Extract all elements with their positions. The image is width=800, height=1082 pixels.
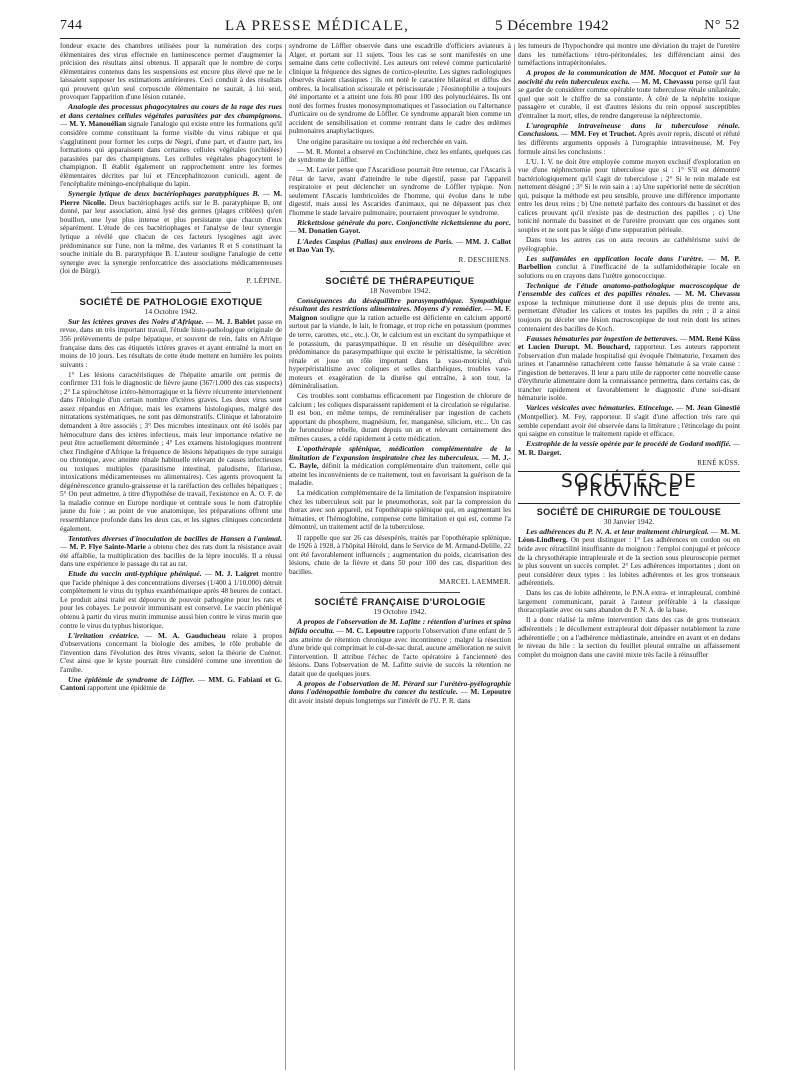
article-body: rapportent une épidémie de [87, 684, 166, 693]
column-divider [285, 44, 286, 1070]
article: Une épidémie de syndrome de Löffler. — MM. G. Fabiani et G. Cantoni rapportent une épidémie de [60, 674, 282, 693]
article-author: MM. René Küss et Lucien Durupt. M. Bouchard, [518, 333, 740, 352]
article-body: On peut distinguer : 1° Les adhérences en cordon ou en bride avec rétractilité insuffisante du moignon : l'emploi conjugué et précoce de la chrysothérapie intrapleurale et de la section sous pleuroscopie permet le plus souvent un succès complet. 2° Les adhérences importantes ; dont on peut considérer deux types : les lobites adhérentes et les gros tronseaux adhérentiels. [518, 536, 740, 588]
article: L'Aedes Caspius (Pallas) aux environs de Paris. — MM. J. Callot et Dao Van Ty. [289, 236, 511, 255]
article-title: Etude du vaccin anti-typhique phéniqué. [68, 569, 202, 579]
paragraph: Une origine parasitaire ou toxique a été recherchée en vain. [297, 137, 468, 146]
article-title: Tentatives diverses d'inoculation de bacilles de Hansen à l'animal. [68, 533, 282, 543]
article-body: rapporte l'observation d'une enfant de 5 ans atteinte de rétention chronique avec incontinence ; malgré la résection d'une bride qui comprimait le cul-de-sac dural, aucune amélioration ne suivit l'intervention. Il attribue l'échec de l'acte opératoire à l'ancienneté des lésions. Dans l'observation de M. Lafitte suivie de succès la rétention ne datait que de quelques jours. [289, 626, 511, 678]
signature: P. LÉPINE. [246, 277, 282, 286]
paragraph: fondeur exacte des chambres utilisées pour la numération des corps élémentaires des virus effectuée en luminescence permet d'augmenter la précision des résultats ainsi obtenus. Il apparaît que le nombre de corps élémentaires contenus dans les suspensions est encore plus élevé que ne le laissaient supposer les estimations antérieures. Ceci conduit à des résultats qui prouvent qu'un seul corpuscule élémentaire ne saurait, à lui seul, provoquer l'apparition d'une lésion cutanée. [60, 42, 282, 102]
article-title: L'opothérapie splénique, médication complémentaire de la limitation de l'expansion inspiratoire chez les tuberculeux. [289, 444, 511, 462]
section-rule [340, 592, 460, 593]
article-author: M. P. Barbellion [518, 253, 740, 272]
article-body: souligne que la ration actuelle est déficiente en calcium apporté surtout par la viande, le lait, le fromage, et trop riche en potassium (pommes de terre, carottes, etc., etc.). Or, le calcium est un excitant du sympathique et le potassium, du parasympathique. Il en résulte un déséquilibre avec prédominance du parasympathique qui excite le péristaltisme, la sécrétion rénale et joue un rôle important dans la vaso-motricité, d'où hyperpéristaltisme avec coliques et selles diarrhéiques, troubles vaso-moteurs et exagération de la diurèse qui entraîne, à son tour, la déminéralisation. [289, 313, 511, 391]
header-rule [60, 38, 740, 39]
article-author: M. M. Léon-Lindberg. [518, 526, 740, 545]
article-author: M. Donatien Gayot. [297, 226, 361, 236]
article: Etude du vaccin anti-typhique phéniqué. — M. J. Laigret montre que l'acide phénique à des concentrations diverses (1/400 à 1/10.000) détruit complètement le virus du typhus exanthématique après 48 heures de contact. Le produit ainsi traité est dépourvu de pouvoir pathogène pour les rats et pour les cobayes. Le pouvoir immunisant est conservé. Le vaccin phéniqué obtenu à partir du virus murin immunise aussi bien contre le virus murin que contre le virus du typhus historique. [60, 569, 282, 630]
column-right [518, 42, 740, 1072]
article: L'urographie intraveineuse dans la tuberculose rénale. Conclusions. — MM. Fey et Truchot. Après avoir repris, discuté et réfuté les différents arguments opposés à l'urographie intraveineuse, M. Fey formule ainsi les conclusions : [518, 120, 740, 156]
article: Les sulfamides en application locale dans l'urètre. — M. P. Barbellion conclut à l'inefficacité de la sulfamidothérapie locale en solutions ou en crayons dans l'urètre gonococcique. [518, 253, 740, 280]
banner-title: SOCIÉTÉS DE PROVINCE [560, 471, 698, 501]
article-author: M. M. Chevassu [641, 76, 694, 86]
article-author: M. J. Bablet [215, 316, 256, 326]
article-list: L'U. I. V. ne doit être employée comme moyen exclusif d'exploration en vue d'une néphrectomie pour tuberculose que si : 1° S'il est démontré bactériologiquement qu'il s'agit de tuberculose ; 2° Si le rein malade est nettement désigné ; 3° Si le rein sain a : a) Une supériorité nette de sécrétion qui, puisque la méthode est peu sensible, prouve une différence importante entre les deux reins ; b) Une netteté parfaite des contours du bassinet et des calices prouvant qu'il n'existe pas de destruction des papilles ; c) Une tonicité normale du bassinet et de l'uretère prouvant que ces organes sont souples et ne sont pas le siège d'une suppuration périeale. [518, 157, 740, 234]
signature: R. DESCHIENS. [458, 256, 511, 265]
section-title: SOCIÉTÉ FRANÇAISE D'UROLOGIE [314, 596, 486, 608]
article-author: M. A. Gauducheau [158, 630, 226, 640]
paragraph: — M. Lavier pense que l'Ascaridiose pourrait être retenue, car l'Ascaris à l'état de larve, avant d'atteindre le tube digestif, passe par l'appareil respiratoire et peut déclencher un syndrome de Löffler typique. Non seulement l'Ascaris lumbricoïdes de l'homme, qui évolue dans le tube digestif, mais aussi les Ascarides d'animaux, qui ne dépassent pas chez l'homme le stade larvaire pulmonaire, pourraient provoquer le syndrome. [289, 166, 511, 217]
issue-date: 5 Décembre 1942 [495, 18, 610, 34]
article: Exstrophie de la vessie opérée par le procédé de Godard modifié. — M. R. Darget. [518, 439, 740, 457]
running-header [60, 18, 740, 36]
column-middle [289, 42, 511, 1072]
signature: MARCEL LAEMMER. [439, 577, 511, 586]
section-date: 14 Octobre 1942. [144, 306, 198, 316]
section-date: 19 Octobre 1942. [373, 607, 427, 617]
article-body: a obtenu chez des rats dont la résistance avait été affaiblie, la multiplication des bacilles de la lèpre inoculés. Il a réussi dans une expérience le passage du rat au rat. [60, 543, 282, 569]
article-title: Analogie des processus phagocytaires au cours de la rage des rues et dans certaines cellules végétales parasitées par des champignons. [60, 102, 282, 120]
paragraph: syndrome de Löffler observée dans une escadrille d'officiers aviateurs à Alger, et portant sur 11 sujets. Tous les cas se sont manifestés en une semaine dans cette collectivité. Les auteurs ont relevé comme particularité clinique la fréquence des signes de cortico-pleurite. Les signes radiologiques observés étaient classiques ; ils ont noté le caractère bilatéral et diffus des ombres, la localisation scissurale et périscissurale ; l'éosinophilie a toujours été importante et a atteint une fois 80 pour 100 des polynucléaires. Ils ont noté des formes frustes monosymptomatiques et l'association ou l'alternance d'urticaire ou de syndrome de Löffler. Ce syndrome apparaît bien comme un accident de sensibilisation et comme rentrant dans le cadre des œdèmes pulmonaires anaphylactiques. [289, 42, 511, 136]
article-author: M. Pierre Nicolle. [60, 189, 282, 207]
article-author: M. M. Chevassu [685, 289, 740, 299]
article-author: M. Lepoutre [470, 687, 511, 697]
paragraph: La médication complémentaire de la limitation de l'expansion inspiratoire chez les tuberculeux soit par le pneumothorax, soit par la compression du thorax avec son appareil, est l'opothérapie splénique qui, en augmentant les hématies, et l'hémoglobine, compense cette limitation et qui est, comme l'a démontré, un traitement actif de la tuberculose. [289, 489, 511, 532]
column-divider [514, 44, 515, 1070]
article-body: expose la technique minutieuse dont il use depuis plus de trente ans, permettant d'étudier les calices et toutes les papilles du rein ; il a ainsi toujours pu déceler une lésion macroscopique de tout rein dont les urines contenaient des bacilles de Koch. [518, 298, 740, 333]
article-title: A propos de la communication de MM. Mocquot et Patoir sur la nocivité du rein tuberculeux exclu. [518, 68, 740, 86]
article-title: Les sulfamides en application locale dans l'urètre. [526, 253, 704, 263]
section-date: 18 Novembre 1942. [369, 285, 431, 295]
article-body: conclut à l'inefficacité de la sulfamidothérapie locale en solutions ou en crayons dans l'urètre gonococcique. [518, 263, 740, 280]
article-title: L'urographie intraveineuse dans la tuberculose rénale. Conclusions. [518, 120, 740, 139]
article: Les adhérences du P. N. A. et leur traitement chirurgical. — M. M. Léon-Lindberg. On peut distinguer : 1° Les adhérences en cordon ou en bride avec rétractilité insuffisante du moignon : l'emploi conjugué et précoce de la chrysothérapie intrapleurale et de la section sous pleuroscopie permet le plus souvent un succès complet. 2° Les adhérences importantes ; dont on peut considérer deux types : les lobites adhérentes et les gros tronseaux adhérentiels. [518, 526, 740, 588]
article: Sur les ictères graves des Noirs d'Afrique. — M. J. Bablet passe en revue, dans un très important travail, l'étude histo-pathologique originale de 356 prélèvements de pulpe hépatique, et souvent de rein, faits en Afrique française dans des cas étiquetés ictères graves et ayant entraîné la mort en moins de 10 jours. Les résultats de cette étude mettent en lumière les points suivants : [60, 316, 282, 369]
article-author: M. P. Flye Sainte-Marie [69, 542, 146, 552]
article-title: A propos de l'observation de M. Lafitte : rétention d'urines et spina bifida occulta. [289, 617, 511, 635]
article-title: L'Aedes Caspius (Pallas) aux environs de Paris. [297, 236, 454, 246]
section-date: 30 Janvier 1942. [603, 516, 655, 526]
article-body: relate à propos d'observations concernant la biologie des amibes, le rôle probable de l'invention dans l'évolution des êtres vivants, selon la théorie de Cuénot. C'est ainsi que le kyste pourrait être considéré comme une invention de l'amibe. [60, 631, 282, 674]
article-author: M. F. Maignon [289, 304, 511, 322]
article-title: A propos de l'observation de M. Pérard sur l'urétéro-pyélographie dans l'adénopathie lombaire du cancer du testicule. [289, 678, 511, 697]
article: Tentatives diverses d'inoculation de bacilles de Hansen à l'animal. — M. P. Flye Sainte-Marie a obtenu chez des rats dont la résistance avait été affaiblie, la multiplication des bacilles de la lèpre inoculés. Il a réussi dans une expérience le passage du rat au rat. [60, 533, 282, 569]
article-title: Sur les ictères graves des Noirs d'Afrique. [68, 316, 204, 326]
column-left [60, 42, 282, 1072]
article-author: M. J. Laigret [214, 569, 259, 579]
article-body: passe en revue, dans un très important travail, l'étude histo-pathologique originale de 356 prélèvements de pulpe hépatique, et souvent de rein, faits en Afrique française dans des cas étiquetés ictères graves et ayant entraîné la mort en moins de 10 jours. Les résultats de cette étude mettent en lumière les points suivants : [60, 317, 282, 369]
article-title: Fausses hématuries par ingestion de betteraves. [526, 333, 678, 343]
paragraph: Il rappelle que sur 26 cas désespérés, traités par l'opothérapie splénique, de 1926 à 1928, à l'hôpital Hérold, dans le Service de M. Armand-Delille, 22 ont été favorablement influencés ; augmentation du poids, cicatrisation des lésions, chute de la fièvre et dans 50 pour 100 des cas, disparition des bacilles. [289, 533, 511, 576]
article-title: Technique de l'étude anatomo-pathologique macroscopique de l'ensemble des calices et des papilles rénales. [518, 280, 740, 299]
paragraph: les tumeurs de l'hypochondre qui montre une déviation du trajet de l'uretère dans les tuméfactions rétro-péritonéales, les différenciant ainsi des tuméfactions intrapéritonéales. [518, 42, 740, 68]
article: Rickettsiose générale du porc. Conjonctivite rickettsienne du porc. — M. Donatien Gayot. [289, 217, 511, 236]
article-body: (Montpellier). M. Fey, rapporteur. Il s'agit d'une affection très rare qui semble cependant avoir été observée dans la littérature ; l'étincelage du point qui saigne en constitue le traitement rapide et efficace. [518, 412, 740, 439]
section-rule [111, 292, 231, 293]
article: A propos de l'observation de M. Lafitte : rétention d'urines et spina bifida occulta. — M. C. Lepoutre rapporte l'observation d'une enfant de 5 ans atteinte de rétention chronique avec incontinence ; malgré la résection d'une bride qui comprimait le cul-de-sac dural, aucune amélioration ne suivit l'intervention. Il attribue l'échec de l'acte opératoire à l'ancienneté des lésions. Dans l'observation de M. Lafitte suivie de succès la rétention ne datait que de quelques jours. [289, 617, 511, 678]
article: Fausses hématuries par ingestion de betteraves. — MM. René Küss et Lucien Durupt. M. Bouchard, rapporteur. Les auteurs rapportent l'observation d'un malade hospitalisé qui évoquée l'hématurie, l'examen des urines et l'anamnèse rattachèrent cette fausse hématurie à sa vraie cause : l'ingestion de betteraves. Il leur a paru utile de rapporter cette nouvelle cause d'érythrurie alimentaire dont la connaissance permettra, dans certains cas, de trancher rapidement et favorablement le diagnostic d'une soi-disant hématurie isolée. [518, 333, 740, 403]
article-author: M. R. Darget. [518, 447, 562, 457]
article-body: définit la médication complémentaire d'un traitement, celle qui atteint les inconvénients de ce traitement, tout en favorisant la guérison de la maladie. [289, 462, 511, 488]
signature: RENÉ KÜSS. [697, 458, 740, 467]
article-body: signale l'analogie qui existe entre les formations qu'il considère comme constituant la forme visible du virus rabique et qui s'agglutinent pour former les corps de Negri, d'une part, et d'autre part, les formations qui apparaissent dans certaines cellules végétales (orchidées) parasitées par des champignons. Les cellules végétales phagocytent le champignon. Il établit également un rapprochement entre les formes élémentaires décrites par lui et l'Encephalitozoon cuniculi, agent de l'encéphalite méningo-encéphalique du lapin. [60, 120, 282, 189]
section-title: SOCIÉTÉ DE CHIRURGIE DE TOULOUSE [536, 506, 722, 517]
article-author: M. Y. Manouélian [69, 119, 127, 129]
paragraph: Dans les cas de lobite adhérente, le P.N.A extra- et intrapleural, combiné largement communicant, parait à l'auteur préférable à la classique thoracoplastie avec ou sans abandon du P. N. A. de la base. [518, 589, 740, 615]
article: A propos de l'observation de M. Pérard sur l'urétéro-pyélographie dans l'adénopathie lombaire du cancer du testicule. — M. Lepoutre dit avoir insisté depuis longtemps sur l'intérêt de l'U. P. R. dans [289, 678, 511, 705]
paragraph: Ces troubles sont combattus efficacement par l'ingestion de chlorure de calcium ; les coliques disparaissent rapidement et la circulation se régularise. Il est bon, en même temps, de reminéraliser par ingestion de cachets apportant du phosphore, magnésium, fer, manganèse, silicium, etc... Un cas de furonculose rebelle, durant depuis un an et relevant certainement des mêmes causes, a cédé rapidement à cette médication. [289, 392, 511, 444]
article-title: Synergie lytique de deux bactériophages paratyphiques B. [68, 189, 260, 199]
article: A propos de la communication de MM. Mocquot et Patoir sur la nocivité du rein tuberculeux exclu. — M. M. Chevassu pense qu'il faut se garder de considérer comme opérable toute tuberculose rénale unilatérale, quel que soit le chiffre de sa constante. À côté de la néphrite toxique passagère et curable, il est d'autres lésions du rein opposé susceptibles d'entraîner la mort, elles, de rendre dangereuse la néphrectomie. [518, 68, 740, 120]
paragraph: Il a donc réalisé la même intervention dans des cas de gros tronseaux adhérentiels ; le décollement extrapleural doit dépasser notablement la zone adhérentielle ; on a l'adhérence médiastinale, atteindre en avant et en dedans le niveau du hile : la section du feuillet pleural entraîne un affaissement complet du moignon dans une cavité mixte très facile à réinsuffler [518, 616, 740, 659]
article-author: MM. G. Fabiani et G. Cantoni [60, 674, 282, 693]
article-title: Varices vésicales avec hématuries. Etincelage. [526, 403, 674, 413]
article-author: M. J.-C. Bayle, [289, 452, 511, 471]
article-body: montre que l'acide phénique à des concentrations diverses (1/400 à 1/10.000) détruit complètement le virus du typhus exanthématique après 48 heures de contact. Le produit ainsi traité est dépourvu de pouvoir pathogène pour les rats et pour les cobayes. Le pouvoir immunisant est conservé. Le vaccin phéniqué obtenu à partir du virus murin immunise aussi bien contre le virus murin que contre le virus du typhus historique. [60, 570, 282, 630]
article-author: MM. J. Callot et Dao Van Ty. [289, 236, 511, 255]
article-author: M. Jean Ginestié [685, 403, 740, 413]
section-rule [340, 271, 460, 272]
article-body: Après avoir repris, discuté et réfuté les différents arguments opposés à l'urographie intraveineuse, M. Fey formule ainsi les conclusions : [518, 130, 740, 156]
article: L'opothérapie splénique, médication complémentaire de la limitation de l'expansion inspiratoire chez les tuberculeux. — M. J.-C. Bayle, définit la médication complémentaire d'un traitement, celle qui atteint les inconvénients de ce traitement, tout en favorisant la guérison de la maladie. [289, 444, 511, 488]
section-title: SOCIÉTÉ DE PATHOLOGIE EXOTIQUE [79, 295, 263, 307]
article-author: MM. Fey et Truchot. [570, 129, 637, 139]
article-title: L'irritation créatrice. [68, 630, 140, 640]
article: Synergie lytique de deux bactériophages paratyphiques B. — M. Pierre Nicolle. Deux bactériophages actifs sur le B. paratyphique B, ont donné, par leur association, ainsi lysé des germes (plages criblées) qu'en bouillon, une lyse plus intense et plus persistante que chacun d'eux séparément. L'étude de ces bactériophages et l'analyse de leur synergie lytique a révélé que chacun de ces facteurs lysogènes agit avec prédominance sur l'une, non la même, des variantes R et S constituant la souche initiale du B. paratyphique B. L'auteur souligne l'analogie de cette synergie avec la synergie renforcatrice des associations médicamenteuses (loi de Bürgi). [60, 189, 282, 276]
paragraph: Dans tous les autres cas on aura recours au cathétérisme suivi de pyélographie. [518, 236, 740, 253]
article-body: dit avoir insisté depuis longtemps sur l'intérêt de l'U. P. R. dans [289, 696, 471, 705]
article-body: Deux bactériophages actifs sur le B. paratyphique B, ont donné, par leur association, ainsi lysé des germes (plages criblées) qu'en bouillon, une lyse plus intense et plus persistante que chacun d'eux séparément. L'étude de ces bactériophages et l'analyse de leur synergie lytique a révélé que chacun de ces facteurs lysogènes agit avec prédominance sur l'une, non la même, des variantes R et S constituant la souche initiale du B. paratyphique B. L'auteur souligne l'analogie de cette synergie avec la synergie renforcatrice des associations médicamenteuses (loi de Bürgi). [60, 198, 282, 276]
section-title: SOCIÉTÉ DE THÉRAPEUTIQUE [325, 274, 475, 286]
province-banner [518, 471, 740, 504]
article: L'irritation créatrice. — M. A. Gauducheau relate à propos d'observations concernant la biologie des amibes, le rôle probable de l'invention dans l'évolution des êtres vivants, selon la théorie de Cuénot. C'est ainsi que le kyste pourrait être considéré comme une invention de l'amibe. [60, 630, 282, 674]
paragraph: — M. R. Montel a observé en Cochinchine, chez les enfants, quelques cas de syndrome de Löffler. [289, 147, 511, 165]
article-body: rapporteur. Les auteurs rapportent l'observation d'un malade hospitalisé qui évoquée l'hématurie, l'examen des urines et l'anamnèse rattachèrent cette fausse hématurie à sa vraie cause : l'ingestion de betteraves. Il leur a paru utile de rapporter cette nouvelle cause d'érythrurie alimentaire dont la connaissance permettra, dans certains cas, de trancher rapidement et favorablement le diagnostic d'une soi-disant hématurie isolée. [518, 343, 740, 403]
article-title: Une épidémie de syndrome de Löffler. [68, 674, 195, 684]
article: Varices vésicales avec hématuries. Etincelage. — M. Jean Ginestié (Montpellier). M. Fey, rapporteur. Il s'agit d'une affection très rare qui semble cependant avoir été observée dans la littérature ; l'étincelage du point qui saigne en constitue le traitement rapide et efficace. [518, 403, 740, 439]
article: Conséquences du déséquilibre parasympathique. Sympathique résultant des restrictions alimentaires. Moyens d'y remédier. — M. F. Maignon souligne que la ration actuelle est déficiente en calcium apporté surtout par la viande, le lait, le fromage, et trop riche en potassium (pommes de terre, carottes, etc., etc.). Or, le calcium est un excitant du sympathique et le potassium, du parasympathique. Il en résulte un déséquilibre avec prédominance du parasympathique qui excite le péristaltisme, la sécrétion rénale et joue un rôle important dans la vaso-motricité, d'où hyperpéristaltisme avec coliques et selles diarrhéiques, troubles vaso-moteurs et exagération de la diurèse qui entraîne, à son tour, la déminéralisation. [289, 295, 511, 391]
issue-number: N° 52 [704, 18, 740, 33]
article: Analogie des processus phagocytaires au cours de la rage des rues et dans certaines cellules végétales parasitées par des champignons. — M. Y. Manouélian signale l'analogie qui existe entre les formations qu'il considère comme constituant la forme visible du virus rabique et qui s'agglutinent pour former les corps de Negri, d'une part, et d'autre part, les formations qui apparaissent dans certaines cellules végétales (orchidées) parasitées par des champignons. Les cellules végétales phagocytent le champignon. Il établit également un rapprochement entre les formes élémentaires décrites par lui et l'Encephalitozoon cuniculi, agent de l'encéphalite méningo-encéphalique du lapin. [60, 102, 282, 189]
article-author: M. C. Lepoutre [345, 625, 395, 635]
page-number: 744 [60, 18, 83, 33]
journal-title: LA PRESSE MÉDICALE, [225, 18, 410, 34]
article-title: Conséquences du déséquilibre parasympathique. Sympathique résultant des restrictions alimentaires. Moyens d'y remédier. [289, 295, 511, 314]
article-title: Les adhérences du P. N. A. et leur traitement chirurgical. [526, 526, 709, 536]
article-title: Exstrophie de la vessie opérée par le procédé de Godard modifié. [526, 439, 731, 449]
article: Technique de l'étude anatomo-pathologique macroscopique de l'ensemble des calices et des papilles rénales. — M. M. Chevassu expose la technique minutieuse dont il use depuis plus de trente ans, permettant d'étudier les calices et toutes les papilles du rein ; il a ainsi toujours pu déceler une lésion macroscopique de tout rein dont les urines contenaient des bacilles de Koch. [518, 280, 740, 333]
article-list: 1° Les lésions caractéristiques de l'hépatite amarile ont permis de confirmer 131 fois le diagnostic de fièvre jaune (367/1.000 des cas suspects) ; 2° La spirochétose ictéro-hémorragique et la fièvre récurrente interviennent dans l'étiologie d'un certain nombre d'ictères graves. Les deux virus sont assez répandus en Afrique, mais les examens histologiques, malgré des nitratations systématiques, ne sont pas démonstratifs. Clinique et laboratoire demandent à être associés ; 3° Des microbes intestinaux ont été isolés par hémoculture dans des ictères infectieux, mais leur importance relative ne peut être actuellement déterminée ; 4° Les examens histologiques montrent chez l'indigène d'Afrique la fréquence de lésions hépatiques de type suraigu ou chronique, avec atteinte rénale habituelle relevant de causes infectieuses ou toxiques multiples (parasitisme intestinal, paludisme, filariose, intoxications médicamenteuses ou alimentaires). Ces agents provoquent la dégénérescence granulo-graisseuse et la raréfaction des cellules hépatiques ; 5° On peut admettre, à titre d'hypothèse de travail, l'existence en A. O. F. de la maladie connue en Europe nordique et centrale sous le nom d'atrophie jaune du foie ; au point de vue anatomique, les préparations offrent une ressemblance profonde dans les deux cas, et les signes cliniques concordent également. [60, 370, 282, 533]
article-body: pense qu'il faut se garder de considérer comme opérable toute tuberculose rénale unilatérale, quel que soit le chiffre de sa constante. À côté de la néphrite toxique passagère et curable, il est d'autres lésions du rein opposé susceptibles d'entraîner la mort, elles, de rendre dangereuse la néphrectomie. [518, 77, 740, 120]
article-title: Rickettsiose générale du porc. Conjonctivite rickettsienne du porc. [297, 217, 511, 227]
